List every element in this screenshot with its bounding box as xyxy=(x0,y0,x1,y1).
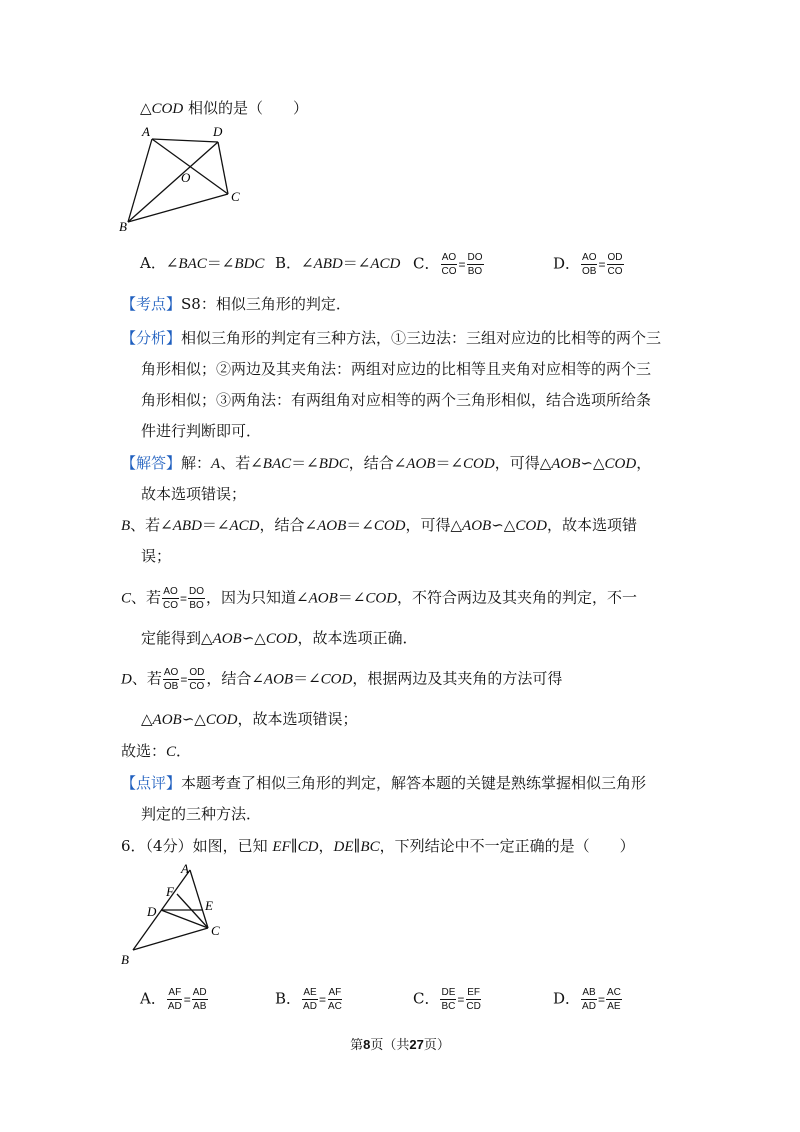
fig1-label-d: D xyxy=(213,124,223,139)
q6-option-a: A． $\frac{AF}{AD}$ = $\frac{AD}{AB}$ xyxy=(140,987,207,1012)
fraction: $\frac{AF}{AC}$ xyxy=(327,987,342,1012)
q5-stem: △COD 相似的是（ ） xyxy=(140,99,308,117)
fig1-label-a: A xyxy=(142,124,150,139)
jieda-line-d2: △AOB∽△COD，故本选项错误； xyxy=(141,710,358,728)
fenxi-line-4: 件进行判断即可． xyxy=(141,422,262,440)
fraction: $\frac{AD}{AB}$ xyxy=(192,987,207,1012)
fenxi-line-2: 角形相似；②两边及其夹角法：两组对应边的比相等且夹角对应相等的两个三 xyxy=(141,360,652,378)
figure-quadrilateral-abcd xyxy=(115,122,250,237)
fraction: $\frac{DO}{BO}$ xyxy=(467,252,483,277)
jieda-line-a: 【解答】解：A、若∠BAC＝∠BDC，结合∠AOB＝∠COD，可得△AOB∽△COD， xyxy=(121,454,652,472)
fig2-label-a: A xyxy=(181,861,189,876)
fraction: $\frac{AE}{AD}$ xyxy=(303,987,317,1012)
q5-option-c: C． $\frac{AO}{CO}$ = $\frac{DO}{BO}$ xyxy=(413,252,483,277)
kaodian-section: 【考点】S8：相似三角形的判定． xyxy=(121,295,351,313)
q5-option-d: D． $\frac{AO}{OB}$ = $\frac{OD}{CO}$ xyxy=(553,252,623,277)
jieda-line-b: B、若∠ABD＝∠ACD，结合∠AOB＝∠COD，可得△AOB∽△COD，故本选项错 xyxy=(121,516,638,534)
page-footer: 第8页（共27页） xyxy=(350,1037,450,1053)
fig1-label-c: C xyxy=(231,189,240,204)
q6-option-c: C． $\frac{DE}{BC}$ = $\frac{EF}{CD}$ xyxy=(413,987,481,1012)
dianping-line-1: 【点评】本题考查了相似三角形的判定，解答本题的关键是熟练掌握相似三角形 xyxy=(121,774,647,792)
jieda-line-b2: 误； xyxy=(141,547,172,565)
fraction: $\frac{AF}{AD}$ xyxy=(167,987,182,1012)
fraction: $\frac{DO}{BO}$ xyxy=(189,586,205,611)
fraction: $\frac{AB}{AD}$ xyxy=(582,987,596,1012)
fraction: $\frac{AO}{CO}$ xyxy=(163,586,179,611)
fraction: $\frac{AO}{CO}$ xyxy=(441,252,457,277)
fraction: $\frac{EF}{CD}$ xyxy=(466,987,481,1012)
jieda-line-c: C、若 $\frac{AO}{CO}$ = $\frac{DO}{BO}$ ，因为只知道∠AOB＝∠COD，不符合两边及其夹角的判定，不一 xyxy=(121,586,638,611)
fenxi-line-1: 【分析】相似三角形的判定有三种方法，①三边法：三组对应边的比相等的两个三 xyxy=(121,329,662,347)
fig2-label-c: C xyxy=(211,923,220,938)
jieda-line-c2: 定能得到△AOB∽△COD，故本选项正确． xyxy=(141,629,418,647)
fig1-label-b: B xyxy=(119,219,127,234)
fenxi-line-3: 角形相似；③两角法：有两组角对应相等的两个三角形相似，结合选项所给条 xyxy=(141,391,652,409)
jieda-line-d: D、若 $\frac{AO}{OB}$ = $\frac{OD}{CO}$ ，结合∠AOB＝∠COD，根据两边及其夹角的方法可得 xyxy=(121,667,563,692)
figure-triangle-abc xyxy=(115,860,235,970)
q5-option-b: B．∠ABD＝∠ACD xyxy=(275,254,401,272)
q6-option-b: B． $\frac{AE}{AD}$ = $\frac{AF}{AC}$ xyxy=(275,987,342,1012)
jieda-line-a2: 故本选项错误； xyxy=(141,485,247,503)
fraction: $\frac{OD}{CO}$ xyxy=(607,252,623,277)
fig2-label-f: F xyxy=(166,884,174,899)
q6-stem: 6．（4分）如图，已知 EF∥CD，DE∥BC，下列结论中不一定正确的是（ ） xyxy=(121,837,635,855)
q6-option-d: D． $\frac{AB}{AD}$ = $\frac{AC}{AE}$ xyxy=(553,987,621,1012)
fraction: $\frac{DE}{BC}$ xyxy=(441,987,456,1012)
fraction: $\frac{AO}{OB}$ xyxy=(163,667,179,692)
fig2-label-b: B xyxy=(121,952,129,967)
fraction: $\frac{OD}{CO}$ xyxy=(189,667,205,692)
fig2-label-d: D xyxy=(147,904,157,919)
q5-option-a: A．∠BAC＝∠BDC xyxy=(140,254,265,272)
jieda-choice: 故选：C． xyxy=(121,742,192,760)
fig2-label-e: E xyxy=(205,898,213,913)
fraction: $\frac{AO}{OB}$ xyxy=(582,252,597,277)
dianping-line-2: 判定的三种方法． xyxy=(141,805,262,823)
fig1-label-o: O xyxy=(181,170,191,185)
fraction: $\frac{AC}{AE}$ xyxy=(606,987,621,1012)
